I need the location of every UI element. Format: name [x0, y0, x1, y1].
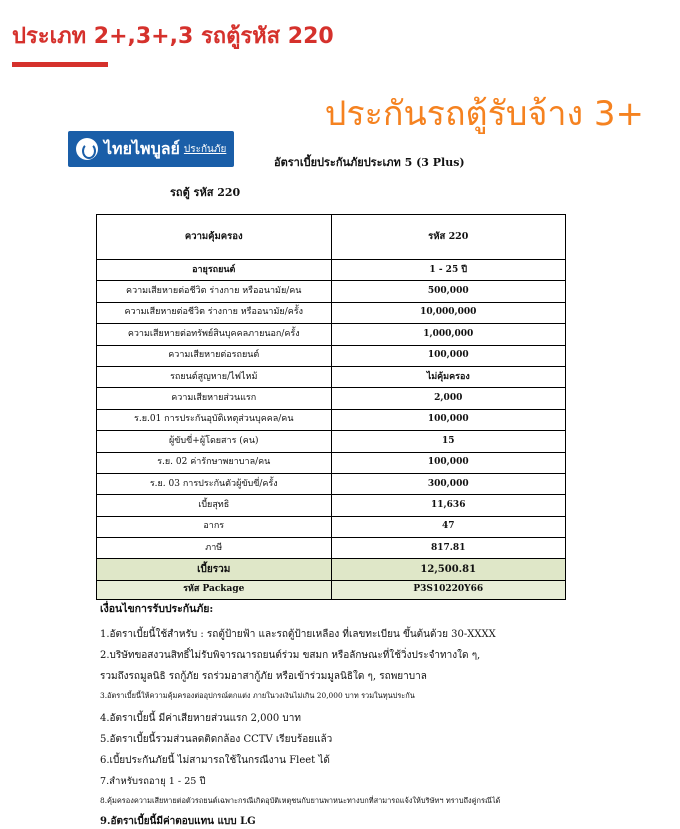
document-title: อัตราเบี้ยประกันภัยประเภท 5 (3 Plus)	[274, 156, 465, 169]
insurer-logo-sub: ประกันภัย	[183, 143, 227, 155]
row-value: 2,000	[331, 388, 566, 409]
condition-item: 9.อัตราเบี้ยนี้มีค่าตอบแทน แบบ LG	[100, 816, 256, 827]
row-value: 1,000,000	[331, 324, 566, 345]
table-row	[97, 516, 566, 537]
condition-item: 5.อัตราเบี้ยนี้รวมส่วนลดติดกล้อง CCTV เรียบร้อยแล้ว	[100, 734, 333, 745]
coverage-table	[96, 214, 566, 600]
package-value: P3S10220Y66	[331, 580, 566, 599]
row-value: 100,000	[331, 452, 566, 473]
total-row	[97, 559, 566, 580]
table-header-row	[97, 215, 566, 260]
row-value: 300,000	[331, 473, 566, 494]
condition-item: 6.เบี้ยประกันภัยนี้ ไม่สามารถใช้ในกรณีงาน Fleet ได้	[100, 755, 330, 766]
table-row	[97, 473, 566, 494]
row-label: ความเสียหายต่อชีวิต ร่างกาย หรืออนามัย/ครั้ง	[97, 302, 332, 323]
row-label: ความเสียหายต่อรถยนต์	[97, 345, 332, 366]
table-row	[97, 388, 566, 409]
condition-item: 4.อัตราเบี้ยนี้ มีค่าเสียหายส่วนแรก 2,000 บาท	[100, 713, 301, 724]
document-subtitle: รถตู้ รหัส 220	[170, 186, 241, 199]
row-label: เบี้ยสุทธิ	[97, 495, 332, 516]
row-value: 817.81	[331, 538, 566, 559]
row-value: 47	[331, 516, 566, 537]
table-row	[97, 431, 566, 452]
table-row	[97, 324, 566, 345]
table-row	[97, 260, 566, 281]
row-value: 100,000	[331, 345, 566, 366]
row-value: 500,000	[331, 281, 566, 302]
insurer-logo	[68, 131, 234, 167]
row-label: ร.ย. 03 การประกันตัวผู้ขับขี่/ครั้ง	[97, 473, 332, 494]
row-value: ไม่คุ้มครอง	[331, 366, 566, 387]
row-value: 10,000,000	[331, 302, 566, 323]
product-title: ประกันรถตู้รับจ้าง 3+	[324, 94, 644, 134]
condition-item: 1.อัตราเบี้ยนี้ใช้สำหรับ : รถตู้ป้ายฟ้า และรถตู้ป้ายเหลือง ที่เลขทะเบียน ขึ้นต้นด้วย 30-XXXX	[100, 629, 496, 640]
row-label: ร.ย. 02 ค่ารักษาพยาบาล/คน	[97, 452, 332, 473]
header-code: รหัส 220	[331, 215, 566, 260]
total-label: เบี้ยรวม	[97, 559, 332, 580]
row-label: ความเสียหายต่อทรัพย์สินบุคคลภายนอก/ครั้ง	[97, 324, 332, 345]
table-row	[97, 302, 566, 323]
table-row	[97, 281, 566, 302]
row-value: 100,000	[331, 409, 566, 430]
insurer-logo-icon	[76, 138, 98, 160]
conditions-section	[100, 600, 660, 828]
row-value: 15	[331, 431, 566, 452]
condition-item: 7.สำหรับรถอายุ 1 - 25 ปี	[100, 776, 206, 787]
table-row	[97, 345, 566, 366]
row-label: รถยนต์สูญหาย/ไฟไหม้	[97, 366, 332, 387]
insurer-logo-name: ไทยไพบูลย์	[104, 138, 180, 158]
condition-item: 2.บริษัทขอสงวนสิทธิ์ไม่รับพิจารณารถยนต์ร่วม ขสมก หรือลักษณะที่ใช้วิ่งประจำทางใด ๆ,	[100, 650, 481, 661]
table-row	[97, 452, 566, 473]
condition-item: รวมถึงรถมูลนิธิ รถกู้ภัย รถร่วมอาสากู้ภัย หรือเข้าร่วมมูลนิธิใด ๆ, รถพยาบาล	[100, 671, 427, 682]
row-value: 11,636	[331, 495, 566, 516]
row-label: ร.ย.01 การประกันอุบัติเหตุส่วนบุคคล/คน	[97, 409, 332, 430]
page-title: ประเภท 2+,3+,3 รถตู้รหัส 220	[12, 24, 334, 49]
package-row	[97, 580, 566, 599]
row-label: ผู้ขับขี่+ผู้โดยสาร (คน)	[97, 431, 332, 452]
row-label: อากร	[97, 516, 332, 537]
row-value: 1 - 25 ปี	[331, 260, 566, 281]
row-label: ความเสียหายส่วนแรก	[97, 388, 332, 409]
condition-item: 3.อัตราเบี้ยนี้ให้ความคุ้มครองต่ออุปกรณ์ตกแต่ง ภายในวงเงินไม่เกิน 20,000 บาท รวมในทุนประกัน	[100, 691, 415, 700]
table-row	[97, 409, 566, 430]
table-row	[97, 366, 566, 387]
package-label: รหัส Package	[97, 580, 332, 599]
row-label: ภาษี	[97, 538, 332, 559]
row-label: อายุรถยนต์	[97, 260, 332, 281]
total-value: 12,500.81	[331, 559, 566, 580]
table-row	[97, 538, 566, 559]
conditions-title: เงื่อนไขการรับประกันภัย:	[100, 603, 214, 615]
header-coverage: ความคุ้มครอง	[97, 215, 332, 260]
table-row	[97, 495, 566, 516]
title-underline	[12, 62, 108, 67]
row-label: ความเสียหายต่อชีวิต ร่างกาย หรืออนามัย/คน	[97, 281, 332, 302]
condition-item: 8.คุ้มครองความเสียหายต่อตัวรถยนต์เฉพาะกรณีเกิดอุบัติเหตุชนกับยานพาหนะทางบกที่สามารถแจ้งให้บริษัทฯ ทราบถึงคู่กรณีได้	[100, 796, 501, 805]
